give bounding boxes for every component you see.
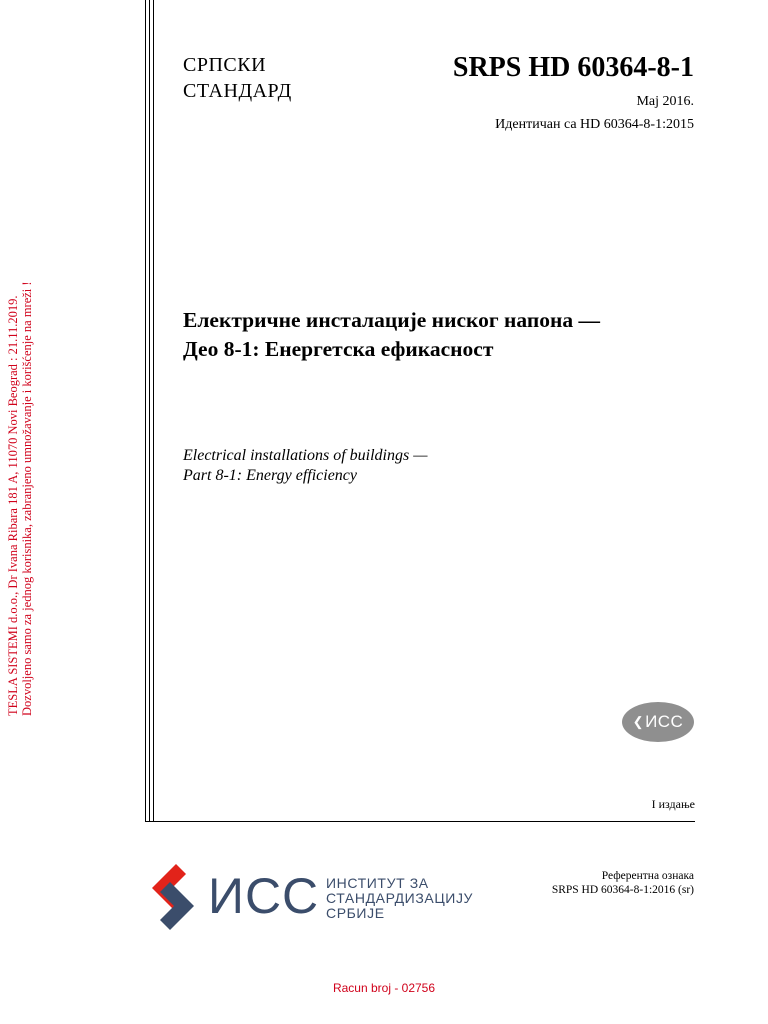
title-english: [183, 446, 427, 486]
iss-badge-text: ИСС: [645, 712, 684, 731]
iss-badge-logo: [622, 702, 694, 742]
iss-logo-mark-icon: [146, 862, 208, 932]
logo-line-2: СТАНДАРДИЗАЦИЈУ: [326, 890, 474, 906]
watermark-line-2: Dozvoljeno samo za jednog korisnika, zabranjeno umnožavanje i korišćenje na mreži !: [20, 281, 34, 716]
standard-label-line-1: СРПСКИ: [183, 54, 267, 76]
invoice-number: Racun broj - 02756: [332, 981, 436, 995]
publication-date: Мај 2016.: [636, 94, 694, 109]
reference-label: Референтна ознака: [601, 870, 694, 882]
standard-code: SRPS HD 60364-8-1: [452, 52, 694, 83]
identical-with: Идентичан са HD 60364-8-1:2015: [495, 117, 694, 132]
license-watermark: [6, 281, 34, 716]
frame-line-left-2: [149, 0, 150, 822]
reference-code: SRPS HD 60364-8-1:2016 (sr): [551, 884, 694, 896]
logo-line-3: СРБИЈЕ: [326, 905, 385, 921]
watermark-line-1: TESLA SISTEMI d.o.o., Dr Ivana Ribara 181 A, 11070 Novi Beograd : 21.11.2019.: [6, 295, 20, 716]
logo-full-name: [326, 876, 473, 921]
chevron-icon: ❮: [632, 714, 645, 729]
institute-logo: [146, 862, 474, 932]
title-serbian: [183, 306, 600, 364]
standard-label-line-2: СТАНДАРД: [183, 80, 292, 102]
logo-abbreviation: ИСС: [208, 868, 320, 924]
frame-line-left-1: [145, 0, 146, 822]
edition-label: I издање: [651, 797, 695, 811]
standard-type-label: [183, 52, 292, 104]
title-english-line-1: Electrical installations of buildings —: [183, 447, 428, 464]
frame-line-bottom: [145, 821, 695, 822]
title-english-line-2: Part 8-1: Energy efficiency: [183, 467, 357, 484]
title-serbian-line-2: Део 8-1: Енергетска ефикасност: [183, 337, 494, 361]
title-serbian-line-1: Електричне инсталације ниског напона —: [183, 308, 600, 332]
logo-line-1: ИНСТИТУТ ЗА: [326, 875, 429, 891]
frame-line-left-3: [153, 0, 154, 822]
